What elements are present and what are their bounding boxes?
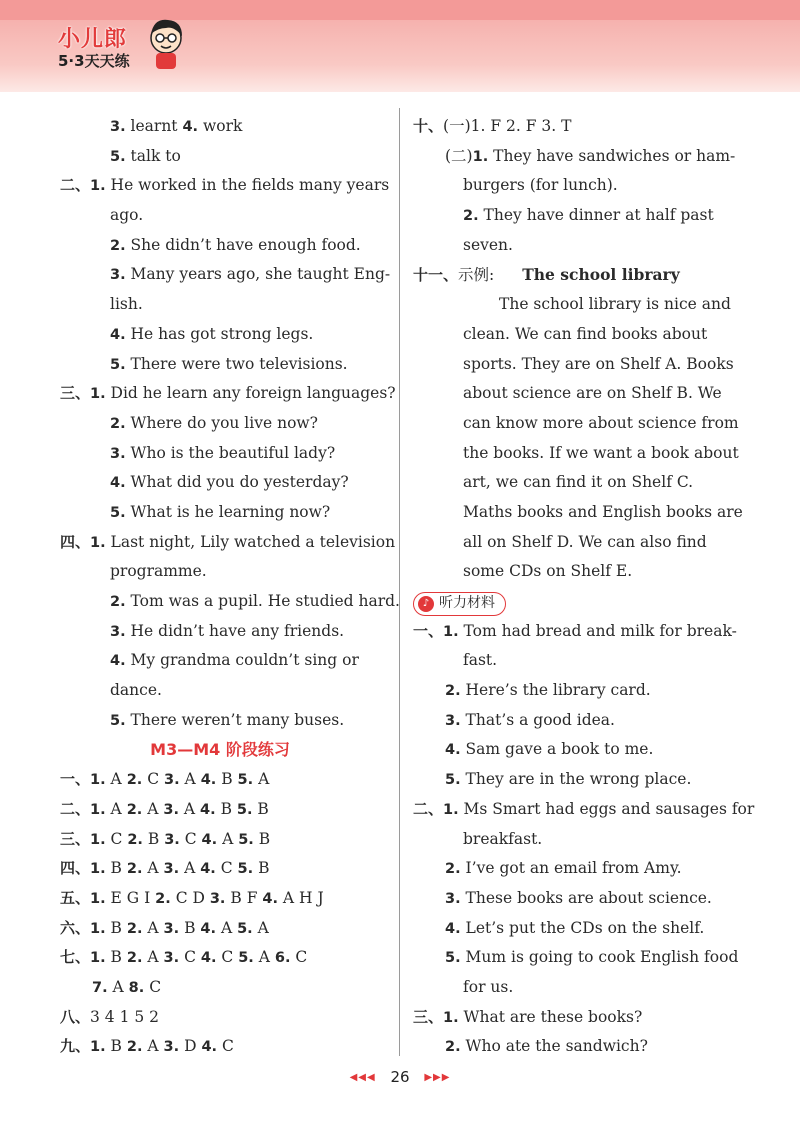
item-number: 5. bbox=[445, 772, 461, 789]
item-number: 3. bbox=[445, 890, 461, 907]
item-number: 2. bbox=[445, 861, 461, 878]
answer-text: A bbox=[142, 918, 164, 937]
page-footer bbox=[0, 1068, 800, 1086]
answer-text: C bbox=[105, 829, 128, 848]
answer-text: A bbox=[253, 770, 270, 789]
answer-line bbox=[60, 528, 396, 558]
answer-text: A bbox=[217, 829, 239, 848]
answer-line bbox=[413, 973, 733, 1003]
answer-text: B bbox=[215, 799, 237, 818]
answer-line bbox=[60, 439, 380, 469]
answer-text: A bbox=[107, 977, 129, 996]
answer-text: Who is the beautiful lady? bbox=[125, 443, 336, 462]
section-number: 六、 bbox=[60, 918, 91, 937]
item-number: 4. bbox=[445, 742, 461, 759]
item-number: 5. bbox=[237, 920, 253, 937]
answer-text: for us. bbox=[463, 977, 514, 996]
item-number: 4. bbox=[182, 119, 199, 135]
answers-right-column bbox=[413, 112, 755, 1062]
answer-text: I’ve got an email from Amy. bbox=[460, 859, 682, 878]
section-number: 九、 bbox=[60, 1037, 91, 1056]
answer-text: Sam gave a book to me. bbox=[460, 740, 654, 759]
item-number: 5. bbox=[110, 148, 126, 165]
section-number: 十一、 bbox=[413, 266, 459, 285]
item-number: 3. bbox=[110, 445, 126, 462]
answer-line bbox=[413, 171, 733, 201]
answer-text: 示例: bbox=[458, 266, 495, 285]
answer-text: about science are on Shelf B. We bbox=[463, 384, 722, 403]
answer-line bbox=[413, 825, 733, 855]
answer-line bbox=[60, 825, 380, 855]
item-number: 1. bbox=[90, 861, 106, 878]
answer-line bbox=[60, 676, 380, 706]
answer-text: She didn’t have enough food. bbox=[125, 235, 361, 254]
item-number: 4. bbox=[110, 326, 126, 343]
answer-text: They have dinner at half past bbox=[478, 206, 714, 225]
answer-text: B bbox=[252, 799, 269, 818]
item-number: 3. bbox=[163, 861, 180, 878]
item-number: 3. bbox=[110, 267, 126, 284]
answer-text: A bbox=[105, 770, 127, 789]
answer-text: A bbox=[142, 799, 164, 818]
answer-text: Mum is going to cook English food bbox=[460, 948, 739, 967]
item-number: 3. bbox=[110, 119, 126, 135]
answer-text: B bbox=[179, 918, 201, 937]
section-number: 四、 bbox=[60, 859, 91, 878]
answer-line bbox=[413, 914, 733, 944]
answer-text: He worked in the fields many years bbox=[105, 176, 390, 195]
answer-text: My grandma couldn’t sing or bbox=[125, 651, 359, 670]
item-number: 3. bbox=[164, 772, 180, 789]
answer-line bbox=[60, 557, 380, 587]
item-number: 4. bbox=[200, 772, 217, 789]
answer-line bbox=[413, 706, 733, 736]
essay-title: The school library bbox=[522, 265, 680, 285]
item-number: 1. bbox=[90, 1039, 106, 1056]
answer-text: programme. bbox=[110, 562, 207, 581]
page-number: 26 bbox=[390, 1068, 410, 1086]
answer-line bbox=[413, 439, 739, 469]
answer-text: A bbox=[216, 918, 238, 937]
item-number: 7. bbox=[92, 979, 108, 996]
logo-subtitle: 5·3天天练 bbox=[58, 52, 130, 70]
answer-line bbox=[413, 765, 733, 795]
answer-text: C bbox=[290, 948, 308, 967]
answer-text: There were two televisions. bbox=[125, 354, 348, 373]
column-divider bbox=[399, 108, 400, 1056]
answer-line bbox=[60, 350, 380, 380]
answer-line bbox=[413, 142, 736, 172]
answer-text: What are these books? bbox=[458, 1007, 643, 1026]
section-heading bbox=[60, 735, 380, 765]
answer-text: Many years ago, she taught Eng- bbox=[125, 265, 391, 284]
item-number: 5. bbox=[110, 356, 126, 373]
answer-text: C bbox=[217, 1037, 234, 1056]
answer-line bbox=[60, 1032, 380, 1062]
answer-text: These books are about science. bbox=[460, 888, 712, 907]
answer-line bbox=[413, 587, 733, 617]
answer-line bbox=[60, 854, 380, 884]
answer-line bbox=[60, 943, 380, 973]
section-number: 七、 bbox=[60, 948, 91, 967]
answer-text: Ms Smart had eggs and sausages for bbox=[458, 799, 755, 818]
answer-line bbox=[60, 112, 380, 142]
section-number: 一、 bbox=[60, 770, 91, 789]
answer-line bbox=[60, 765, 380, 795]
section-number: 五、 bbox=[60, 888, 91, 907]
answer-line bbox=[60, 231, 380, 261]
item-number: 1. bbox=[90, 772, 106, 789]
page-header bbox=[0, 0, 800, 92]
brand-logo bbox=[58, 22, 188, 78]
item-number: 2. bbox=[110, 594, 126, 610]
prev-arrows-icon: ◀◀◀ bbox=[349, 1072, 376, 1083]
item-number: 2. bbox=[110, 237, 126, 254]
answer-line bbox=[60, 795, 380, 825]
item-number: 8. bbox=[128, 979, 145, 996]
answer-text: Did he learn any foreign languages? bbox=[105, 384, 396, 403]
section-number: 二、 bbox=[413, 799, 444, 818]
answers-left-column bbox=[60, 112, 400, 1062]
section-number: 二、 bbox=[60, 799, 91, 818]
item-number: 5. bbox=[236, 801, 253, 818]
answer-text: A bbox=[179, 859, 201, 878]
header-band bbox=[0, 0, 800, 20]
answer-text: all on Shelf D. We can also find bbox=[463, 532, 707, 551]
answer-line bbox=[60, 617, 380, 647]
answer-text: What is he learning now? bbox=[125, 502, 331, 521]
answer-line bbox=[413, 468, 733, 498]
section-number: 十、 bbox=[413, 117, 444, 135]
answer-line bbox=[60, 409, 380, 439]
item-number: 6. bbox=[274, 950, 291, 967]
section-number: 三、 bbox=[413, 1007, 444, 1026]
item-number: 1. bbox=[443, 801, 459, 818]
answer-text: They have sandwiches or ham- bbox=[488, 146, 736, 165]
item-number: 3. bbox=[163, 801, 179, 818]
answer-text: A bbox=[178, 799, 201, 818]
answer-line bbox=[413, 409, 739, 439]
answer-line bbox=[413, 260, 733, 290]
answer-text: He didn’t have any friends. bbox=[125, 621, 345, 640]
answer-text: Here’s the library card. bbox=[460, 681, 651, 700]
answer-line bbox=[413, 231, 733, 261]
answer-line bbox=[60, 171, 390, 201]
answer-text: C bbox=[144, 977, 162, 996]
answer-text: B bbox=[142, 829, 165, 848]
answer-line bbox=[413, 112, 733, 142]
item-number: 3. bbox=[163, 1039, 180, 1056]
answer-text: A bbox=[105, 799, 127, 818]
answer-text: B bbox=[105, 1037, 127, 1056]
answer-text: The school library is nice and bbox=[499, 295, 731, 314]
answer-text: A bbox=[142, 948, 164, 967]
answer-line bbox=[60, 379, 396, 409]
answer-line bbox=[60, 973, 380, 1003]
section-number: 一、 bbox=[413, 621, 444, 640]
item-number: 5. bbox=[110, 504, 126, 521]
item-number: 2. bbox=[126, 861, 143, 878]
answer-text: They are in the wrong place. bbox=[460, 770, 692, 789]
answer-text: C bbox=[142, 770, 165, 789]
answer-text: A H J bbox=[278, 888, 324, 907]
item-number: 2. bbox=[126, 920, 143, 937]
item-number: 3. bbox=[110, 623, 126, 640]
answer-text: A bbox=[142, 1037, 164, 1056]
item-number: 4. bbox=[110, 653, 126, 670]
item-number: 2. bbox=[126, 950, 143, 967]
answer-text: 听力材料 bbox=[439, 595, 495, 612]
answer-line bbox=[60, 320, 380, 350]
answer-line bbox=[60, 260, 391, 290]
item-number: 2. bbox=[110, 415, 126, 432]
item-number: 4. bbox=[200, 801, 216, 818]
item-number: 5. bbox=[110, 712, 126, 729]
answer-line bbox=[413, 884, 733, 914]
item-number: 3. bbox=[164, 831, 180, 848]
answer-text: Tom had bread and milk for break- bbox=[458, 621, 737, 640]
item-number: 2. bbox=[445, 683, 461, 700]
answer-text: clean. We can find books about bbox=[463, 324, 708, 343]
answer-line bbox=[413, 201, 733, 231]
item-number: 5. bbox=[237, 861, 254, 878]
answer-text: B bbox=[253, 859, 270, 878]
item-number: 2. bbox=[127, 831, 143, 848]
item-number: 2. bbox=[155, 890, 171, 907]
answer-line bbox=[413, 735, 733, 765]
item-number: 1. bbox=[90, 920, 106, 937]
answer-line bbox=[60, 468, 380, 498]
answer-text: C bbox=[216, 948, 239, 967]
answer-text: Last night, Lily watched a television bbox=[105, 532, 396, 551]
answer-line bbox=[60, 884, 380, 914]
answer-line bbox=[413, 617, 737, 647]
item-number: 1. bbox=[90, 831, 106, 848]
item-number: 1. bbox=[90, 386, 106, 403]
item-number: 1. bbox=[443, 1009, 459, 1026]
item-number: 4. bbox=[201, 1039, 218, 1056]
item-number: 5. bbox=[238, 831, 254, 848]
answer-text: C bbox=[179, 948, 201, 967]
item-number: 5. bbox=[238, 950, 254, 967]
answer-text: (一)1. F 2. F 3. T bbox=[443, 117, 572, 135]
listening-material-tag bbox=[413, 592, 506, 616]
answer-text: B bbox=[216, 770, 238, 789]
item-number: 3. bbox=[445, 712, 461, 729]
answer-line bbox=[60, 201, 380, 231]
answer-text: C D bbox=[170, 888, 210, 907]
answer-text: C bbox=[179, 829, 202, 848]
answer-text: D bbox=[179, 1037, 202, 1056]
answer-text: dance. bbox=[110, 681, 162, 700]
answer-text: B bbox=[253, 829, 271, 848]
answer-text: art, we can find it on Shelf C. bbox=[463, 473, 694, 492]
answer-text: A bbox=[179, 770, 201, 789]
item-number: 3. bbox=[163, 920, 180, 937]
answer-line bbox=[413, 646, 733, 676]
answer-text: burgers (for lunch). bbox=[463, 176, 618, 195]
item-number: 3. bbox=[163, 950, 180, 967]
item-number: 2. bbox=[463, 208, 479, 225]
answer-text: Who ate the sandwich? bbox=[460, 1037, 648, 1056]
answer-text: work bbox=[198, 117, 243, 135]
answer-text: M3—M4 阶段练习 bbox=[150, 740, 290, 760]
answer-text: Tom was a pupil. He studied hard. bbox=[125, 592, 400, 610]
answer-line bbox=[413, 1032, 733, 1062]
section-number: 三、 bbox=[60, 829, 91, 848]
answer-text: fast. bbox=[463, 651, 498, 670]
answer-text: E G I bbox=[105, 888, 156, 907]
answer-text: B bbox=[105, 859, 127, 878]
item-number: 3. bbox=[209, 890, 226, 907]
answer-text: B F bbox=[225, 888, 263, 907]
answer-line bbox=[413, 1003, 733, 1033]
logo-title: 小儿郎 bbox=[58, 27, 128, 52]
answer-line bbox=[60, 914, 380, 944]
answer-line bbox=[60, 290, 380, 320]
answer-line bbox=[413, 795, 755, 825]
answer-text: ago. bbox=[110, 206, 144, 225]
section-number: 二、 bbox=[60, 176, 91, 195]
answer-text: the books. If we want a book about bbox=[463, 443, 739, 462]
answer-text: learnt bbox=[125, 117, 183, 135]
answer-text: 3 4 1 5 2 bbox=[90, 1007, 160, 1026]
answer-text: There weren’t many buses. bbox=[125, 710, 345, 729]
item-number: 1. bbox=[472, 148, 489, 165]
item-number: 2. bbox=[126, 1039, 143, 1056]
answer-text: A bbox=[252, 918, 269, 937]
answer-line bbox=[60, 1003, 380, 1033]
answer-text: can know more about science from bbox=[463, 413, 739, 432]
answer-text: B bbox=[105, 918, 127, 937]
item-number: 2. bbox=[126, 772, 143, 789]
answer-line bbox=[60, 646, 380, 676]
section-number: 八、 bbox=[60, 1007, 91, 1026]
section-number: 四、 bbox=[60, 532, 91, 551]
item-number: 2. bbox=[126, 801, 143, 818]
item-number: 1. bbox=[90, 534, 106, 551]
answer-text: A bbox=[142, 859, 164, 878]
answer-text: He has got strong legs. bbox=[125, 324, 314, 343]
answer-line bbox=[60, 498, 380, 528]
answer-text: A bbox=[253, 948, 275, 967]
answer-text: seven. bbox=[463, 235, 513, 254]
answer-text: sports. They are on Shelf A. Books bbox=[463, 354, 734, 373]
answer-line bbox=[60, 587, 400, 617]
section-number: 三、 bbox=[60, 384, 91, 403]
item-number: 4. bbox=[262, 890, 278, 907]
answer-text: Where do you live now? bbox=[125, 413, 318, 432]
answer-text: Maths books and English books are bbox=[463, 502, 743, 521]
item-number: 1. bbox=[90, 178, 106, 195]
item-number: 1. bbox=[90, 890, 106, 907]
answer-text: breakfast. bbox=[463, 829, 543, 848]
answer-line bbox=[413, 350, 733, 380]
answer-line bbox=[413, 854, 733, 884]
headphones-icon: ♪ bbox=[418, 596, 434, 612]
answer-line bbox=[413, 290, 733, 320]
item-number: 1. bbox=[90, 801, 106, 818]
answer-text: That’s a good idea. bbox=[460, 710, 615, 729]
answer-text: C bbox=[215, 859, 238, 878]
answer-line bbox=[413, 676, 733, 706]
answer-line bbox=[413, 557, 733, 587]
answer-line bbox=[60, 706, 380, 736]
item-number: 5. bbox=[237, 772, 254, 789]
answer-text: Let’s put the CDs on the shelf. bbox=[460, 918, 705, 937]
answer-line bbox=[413, 498, 743, 528]
answer-text: What did you do yesterday? bbox=[125, 473, 349, 492]
item-number: 4. bbox=[445, 920, 461, 937]
answer-text: B bbox=[105, 948, 127, 967]
answer-text: some CDs on Shelf E. bbox=[463, 562, 633, 581]
answer-text: talk to bbox=[125, 146, 181, 165]
item-number: 2. bbox=[445, 1039, 461, 1056]
item-number: 4. bbox=[200, 950, 217, 967]
mascot-icon bbox=[144, 16, 188, 72]
item-number: 4. bbox=[201, 831, 218, 848]
item-number: 1. bbox=[90, 950, 106, 967]
answer-line bbox=[413, 943, 739, 973]
item-number: 4. bbox=[200, 861, 216, 878]
item-number: 4. bbox=[200, 920, 217, 937]
answer-line bbox=[60, 142, 380, 172]
answer-line bbox=[413, 320, 733, 350]
answer-text: lish. bbox=[110, 295, 143, 314]
answer-text: (二) bbox=[445, 146, 473, 165]
item-number: 4. bbox=[110, 475, 126, 492]
answer-line bbox=[413, 528, 733, 558]
next-arrows-icon: ▶▶▶ bbox=[424, 1072, 451, 1083]
answer-line bbox=[413, 379, 733, 409]
item-number: 1. bbox=[443, 623, 459, 640]
item-number: 5. bbox=[445, 950, 461, 967]
